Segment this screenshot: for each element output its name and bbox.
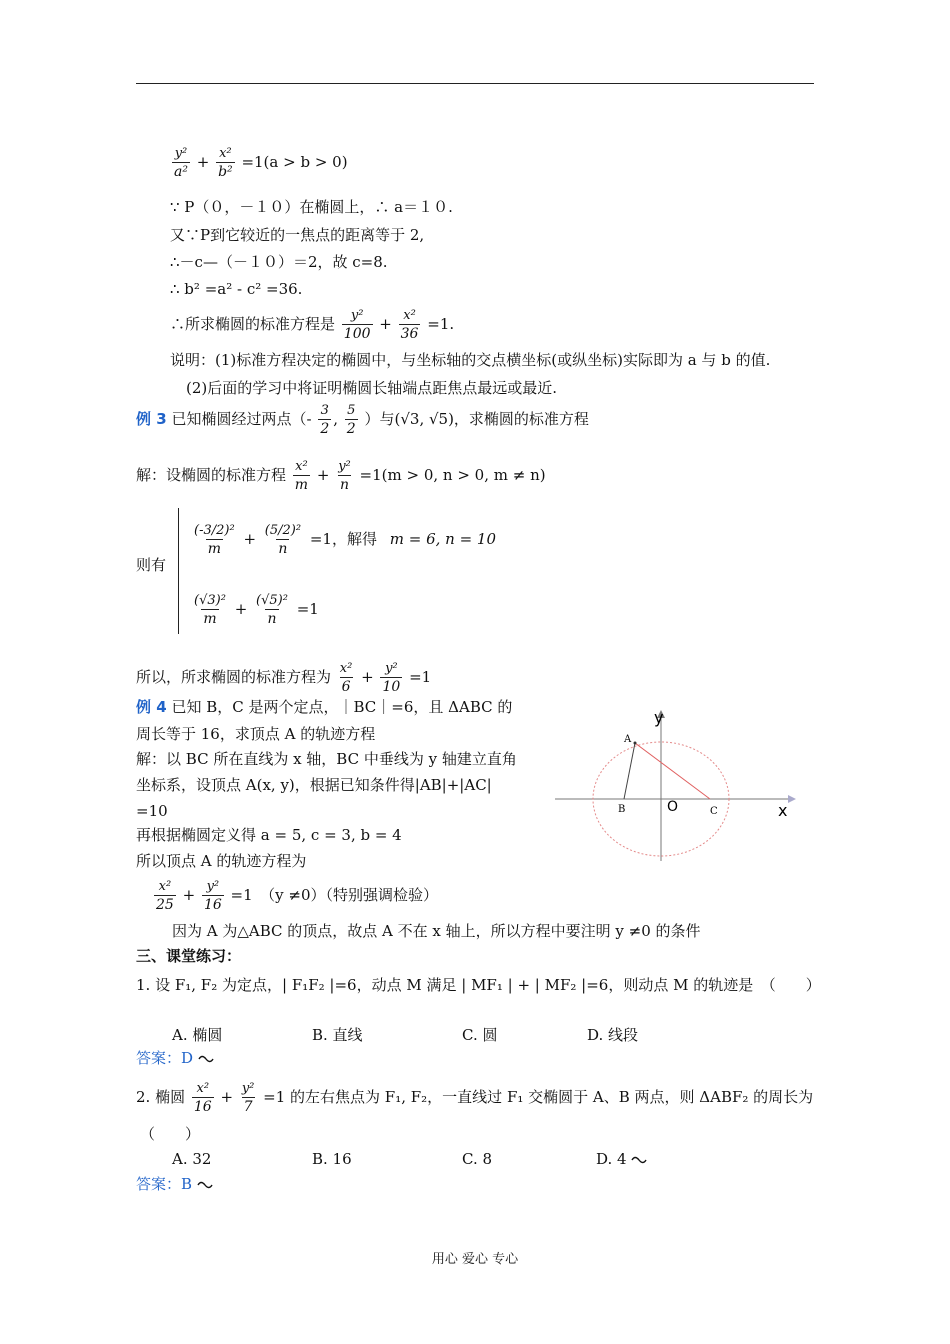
fraction: $\frac{\text{y²}}{100}$ (343, 308, 371, 342)
fraction: $\frac{\text{(-3/2)²}}{m}$ (194, 523, 235, 557)
fraction: $\frac{\text{y²}}{7}$ (241, 1081, 255, 1115)
y-axis-label: y (654, 708, 664, 727)
question-2-option: C. 8 (462, 1150, 493, 1168)
text-line: ∴－c—（－１０）＝2，故 c=8. (170, 253, 388, 271)
then-label: 则有 (136, 556, 167, 574)
fraction: $\frac{\text{y²}}{\text{a²}}$ (174, 146, 188, 180)
note-line: 说明：(1)标准方程决定的椭圆中，与坐标轴的交点横坐标(或纵坐标)实际即为 a 与 b 的值. (170, 351, 771, 369)
standard-equation-line: ∴所求椭圆的标准方程是 $\frac{\text{y²}}{100}$ + $\frac{\text{x²}}{36}$ =1. (170, 308, 455, 342)
question-2-option: D. 4 (596, 1150, 647, 1168)
system-row-2: $\frac{\text{(√3)²}}{m}$ + $\frac{\text{(√5)²}}{n}$ =1 (194, 593, 319, 627)
text-line: ∵ P（０，－１０）在椭圆上，∴ a＝１０. (170, 198, 453, 216)
header-rule (136, 83, 814, 84)
fraction: $\frac{\text{x²}}{6}$ (339, 661, 353, 695)
text-line: 坐标系，设顶点 A(x, y)，根据已知条件得|AB|+|AC| (136, 776, 492, 794)
question-1-option: D. 线段 (587, 1026, 639, 1044)
question-2-option: B. 16 (312, 1150, 352, 1168)
fraction: $\frac{3}{2}$ (320, 403, 330, 437)
text-line: 所以顶点 A 的轨迹方程为 (136, 852, 307, 870)
text-line: 又∵P到它较近的一焦点的距离等于 2, (170, 226, 425, 244)
example-label: 例 4 (136, 698, 167, 716)
c-label: C (710, 806, 718, 817)
fraction: $\frac{5}{2}$ (346, 403, 356, 437)
trajectory-equation: $\frac{\text{x²}}{25}$ + $\frac{\text{y²}}{16}$ =1 （y ≠0）（特别强调检验） (156, 879, 439, 913)
answer-mark-icon (197, 1180, 213, 1190)
b-label: B (618, 804, 626, 815)
text-line: 周长等于 16，求顶点 A 的轨迹方程 (136, 725, 376, 743)
a-label: A (624, 734, 632, 745)
fraction: $\frac{\text{x²}}{36}$ (400, 308, 419, 342)
solution-3-line: 解：设椭圆的标准方程 $\frac{\text{x²}}{m}$ + $\frac{\text{y²}}{n}$ =1(m > 0, n > 0, m ≠ n) (136, 459, 546, 493)
fraction: $\frac{\text{x²}}{16}$ (193, 1081, 212, 1115)
fraction: $\frac{\text{x²}}{m}$ (294, 459, 309, 493)
answer-mark-icon (198, 1054, 214, 1064)
question-1-option: C. 圆 (462, 1026, 498, 1044)
system-row-1: $\frac{\text{(-3/2)²}}{m}$ + $\frac{\text{(5/2)²}}{n}$ =1，解得 m = 6, n = 10 (194, 523, 497, 557)
fraction: $\frac{\text{(√5)²}}{n}$ (256, 593, 288, 627)
answer-1: 答案：D (136, 1048, 214, 1068)
ellipse-figure (550, 706, 800, 866)
text-line: =10 (136, 802, 168, 820)
question-1-option: B. 直线 (312, 1026, 363, 1044)
question-2: 2. 椭圆 $\frac{\text{x²}}{16}$ + $\frac{\text{y²}}{7}$ =1 的左右焦点为 F₁, F₂，一直线过 F₁ 交椭圆于 A、B 两点，则 ΔABF₂ 的周长为 (136, 1081, 814, 1115)
fraction: $\frac{\text{(5/2)²}}{n}$ (264, 523, 302, 557)
fraction: $\frac{\text{x²}}{\text{b²}}$ (218, 146, 233, 180)
section-heading: 三、课堂练习： (136, 947, 242, 965)
page-footer: 用心 爱心 专心 (431, 1252, 519, 1267)
text-line: 因为 A 为△ABC 的顶点，故点 A 不在 x 轴上，所以方程中要注明 y ≠0 的条件 (172, 922, 701, 940)
text-line: 再根据椭圆定义得 a = 5, c = 3, b = 4 (136, 826, 402, 844)
example-3-line: 例 3 已知椭圆经过两点（- $\frac{3}{2}$ , $\frac{5}{2}$ ）与(√3, √5)，求椭圆的标准方程 (136, 403, 589, 437)
text-line: 解：以 BC 所在直线为 x 轴，BC 中垂线为 y 轴建立直角 (136, 750, 517, 768)
answer-mark-icon (631, 1155, 647, 1165)
example-4-line: 例 4 已知 B，C 是两个定点，｜BC｜=6，且 ΔABC 的 (136, 698, 513, 716)
x-axis-arrow (788, 795, 796, 803)
text-line: ∴ b² =a² - c² =36. (170, 280, 303, 298)
fraction: $\frac{\text{y²}}{10}$ (382, 661, 401, 695)
origin-label: O (667, 799, 679, 815)
segment-ab (624, 743, 635, 799)
question-1-option: A. 椭圆 (172, 1026, 223, 1044)
equation-ellipse-general: $\frac{\text{y²}}{\text{a²}}$ + $\frac{\text{x²}}{\text{b²}}$ =1(a > b > 0) (174, 146, 348, 180)
note-line: (2)后面的学习中将证明椭圆长轴端点距焦点最远或最近. (186, 379, 558, 397)
answer-2: 答案：B (136, 1174, 213, 1194)
equation-system-brace (178, 508, 187, 634)
question-1: 1. 设 F₁, F₂ 为定点，| F₁F₂ |=6，动点 M 满足 | MF₁ | + | MF₂ |=6，则动点 M 的轨迹是 （ ） (136, 976, 821, 994)
point-a (634, 742, 637, 745)
question-2-option: A. 32 (172, 1150, 212, 1168)
fraction: $\frac{\text{(√3)²}}{m}$ (194, 593, 226, 627)
fraction: $\frac{\text{y²}}{16}$ (203, 879, 222, 913)
result-3-line: 所以，所求椭圆的标准方程为 $\frac{\text{x²}}{6}$ + $\frac{\text{y²}}{10}$ =1 (136, 661, 432, 695)
fraction: $\frac{\text{y²}}{n}$ (338, 459, 351, 493)
fraction: $\frac{\text{x²}}{25}$ (156, 879, 174, 913)
example-label: 例 3 (136, 410, 167, 428)
question-2-paren: （ ） (140, 1125, 201, 1143)
x-axis-label: x (778, 801, 788, 820)
